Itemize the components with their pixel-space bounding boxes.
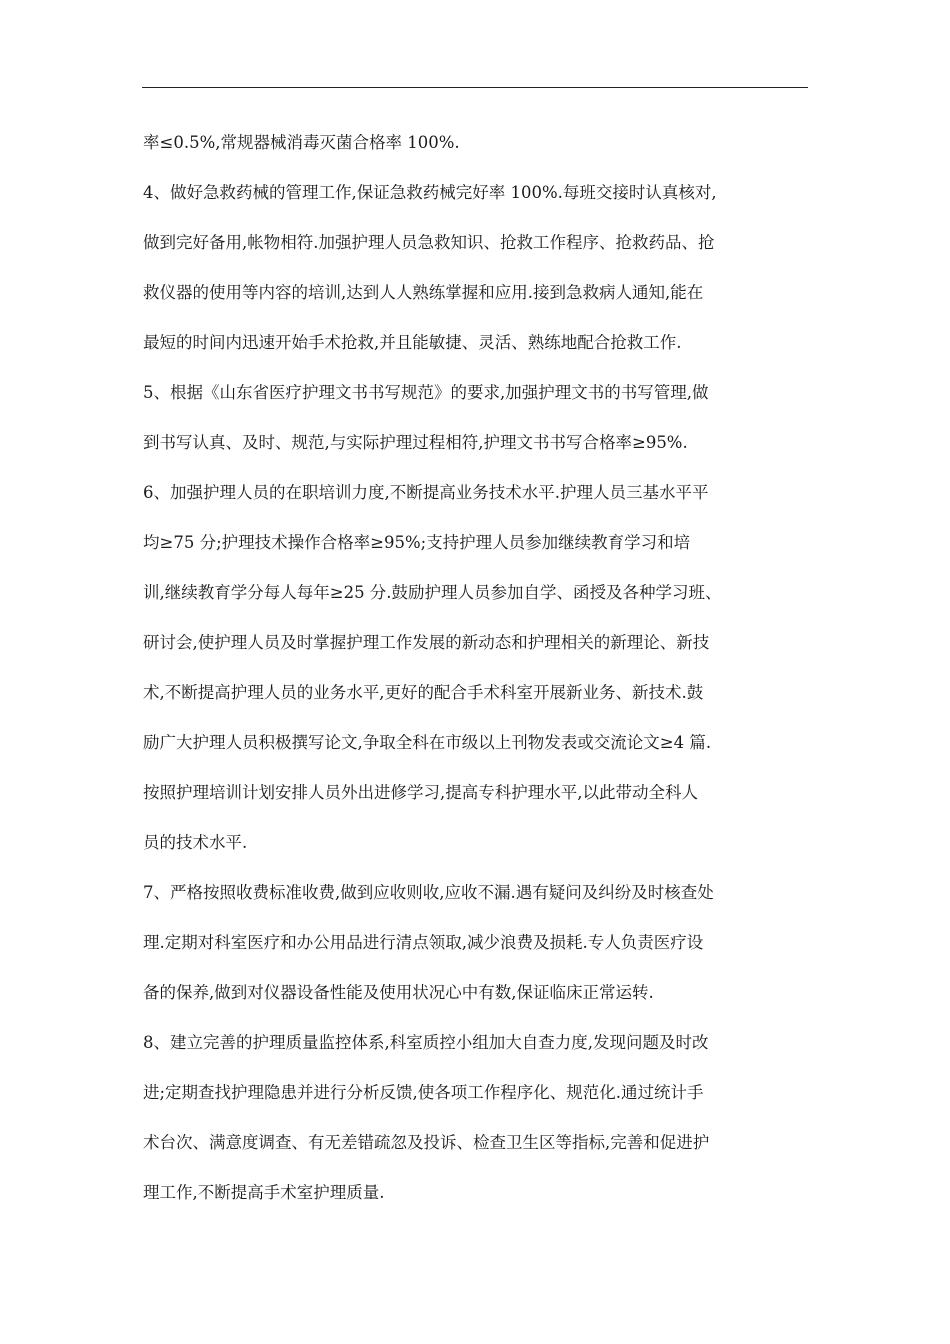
text-line: 进;定期查找护理隐患并进行分析反馈,使各项工作程序化、规范化.通过统计手 bbox=[143, 1083, 704, 1102]
text-line: 8、建立完善的护理质量监控体系,科室质控小组加大自查力度,发现问题及时改 bbox=[143, 1033, 709, 1052]
text-line: 救仪器的使用等内容的培训,达到人人熟练掌握和应用.接到急救病人通知,能在 bbox=[143, 283, 704, 302]
text-line: 员的技术水平. bbox=[143, 833, 248, 852]
text-line: 术台次、满意度调查、有无差错疏忽及投诉、检查卫生区等指标,完善和促进护 bbox=[143, 1133, 710, 1152]
header-rule bbox=[142, 87, 808, 88]
text-line: 备的保养,做到对仪器设备性能及使用状况心中有数,保证临床正常运转. bbox=[143, 983, 654, 1002]
text-line: 5、根据《山东省医疗护理文书书写规范》的要求,加强护理文书的书写管理,做 bbox=[143, 383, 709, 402]
text-line: 按照护理培训计划安排人员外出进修学习,提高专科护理水平,以此带动全科人 bbox=[143, 783, 698, 802]
text-line: 均≥75 分;护理技术操作合格率≥95%;支持护理人员参加继续教育学习和培 bbox=[143, 533, 691, 552]
text-line: 做到完好备用,帐物相符.加强护理人员急救知识、抢救工作程序、抢救药品、抢 bbox=[143, 233, 715, 252]
text-line: 研讨会,使护理人员及时掌握护理工作发展的新动态和护理相关的新理论、新技 bbox=[143, 633, 710, 652]
document-body bbox=[143, 118, 813, 1218]
text-line: 7、严格按照收费标准收费,做到应收则收,应收不漏.遇有疑问及纠纷及时核查处 bbox=[143, 883, 714, 902]
text-line: 励广大护理人员积极撰写论文,争取全科在市级以上刊物发表或交流论文≥4 篇. bbox=[143, 733, 712, 752]
text-line: 最短的时间内迅速开始手术抢救,并且能敏捷、灵活、熟练地配合抢救工作. bbox=[143, 333, 682, 352]
text-line: 6、加强护理人员的在职培训力度,不断提高业务技术水平.护理人员三基水平平 bbox=[143, 483, 709, 502]
text-line: 训,继续教育学分每人每年≥25 分.鼓励护理人员参加自学、函授及各种学习班、 bbox=[143, 583, 722, 602]
text-line: 术,不断提高护理人员的业务水平,更好的配合手术科室开展新业务、新技术.鼓 bbox=[143, 683, 704, 702]
text-line: 4、做好急救药械的管理工作,保证急救药械完好率 100%.每班交接时认真核对, bbox=[143, 183, 717, 202]
text-line: 到书写认真、及时、规范,与实际护理过程相符,护理文书书写合格率≥95%. bbox=[143, 433, 688, 452]
text-line: 率≤0.5%,常规器械消毒灭菌合格率 100%. bbox=[143, 133, 460, 152]
text-line: 理工作,不断提高手术室护理质量. bbox=[143, 1183, 385, 1202]
text-line: 理.定期对科室医疗和办公用品进行清点领取,减少浪费及损耗.专人负责医疗设 bbox=[143, 933, 704, 952]
